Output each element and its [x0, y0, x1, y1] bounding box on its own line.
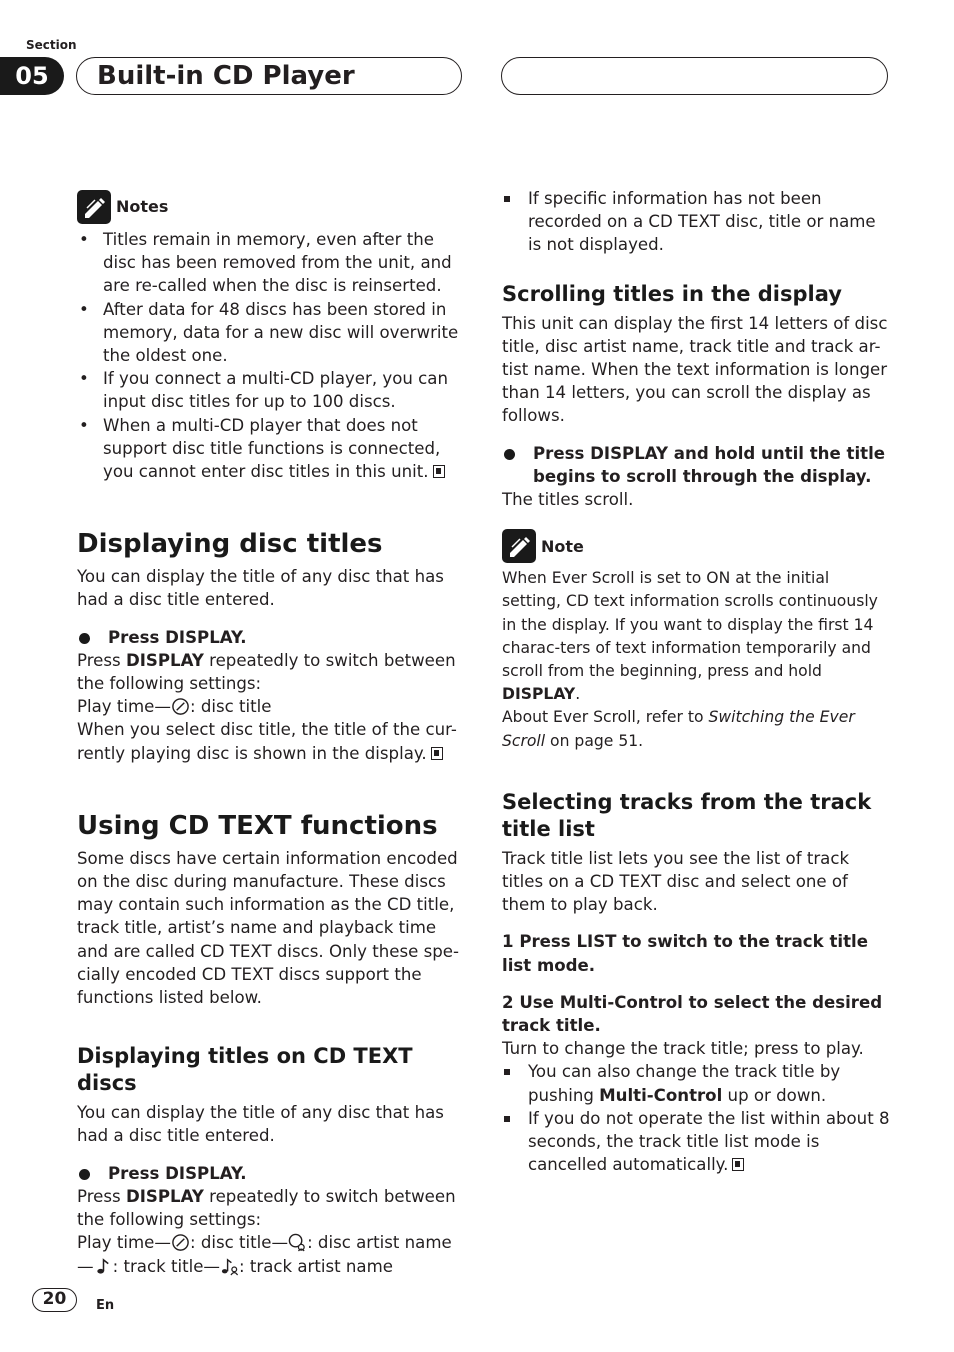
left-column: [77, 190, 465, 1278]
note-title: Note: [541, 536, 584, 556]
text: Play time—: [77, 697, 171, 717]
music-note-icon: [94, 1257, 113, 1276]
bold-text: DISPLAY: [125, 650, 204, 670]
paragraph: [77, 649, 465, 695]
list-item: • After data for 48 discs has been stored in memory, data for a new disc will overwrite the oldest one.: [77, 298, 465, 368]
text: repeatedly to switch between the following settings:: [77, 650, 456, 694]
bold-text: Multi-Control: [599, 1085, 723, 1105]
pencil-icon: [502, 529, 536, 563]
settings-line: [77, 695, 465, 718]
page-title: Built-in CD Player: [97, 61, 355, 91]
tip-bullet: [502, 1107, 890, 1177]
paragraph: Track title list lets you see the list of track titles on a CD TEXT disc and select one of them to play back.: [502, 848, 850, 915]
tip-bullet: [502, 1060, 890, 1106]
settings-line: [77, 1231, 465, 1277]
step: [77, 1162, 465, 1185]
text: : track artist name: [239, 1256, 393, 1276]
heading-using-cd-text: Using CD TEXT functions: [77, 810, 438, 841]
step: [77, 626, 465, 649]
heading-displaying-disc-titles: Displaying disc titles: [77, 529, 383, 560]
paragraph: The titles scroll.: [502, 490, 634, 510]
step-text: Press DISPLAY.: [108, 627, 247, 647]
notes-header: [77, 190, 465, 224]
bullet-dot-icon: [79, 1169, 90, 1180]
text: If you do not operate the list within about 8 seconds, the track title list mode is cancelled automatically.: [528, 1108, 890, 1175]
text: —: [77, 1256, 94, 1276]
bullet-dot-icon: [79, 633, 90, 644]
list-item: • Titles remain in memory, even after the disc has been removed from the unit, and are re-called when the disc is reinserted.: [77, 228, 465, 298]
text: Press: [77, 650, 126, 670]
text: : disc title: [189, 697, 272, 717]
language-label: En: [96, 1298, 115, 1313]
disc-icon: [171, 697, 190, 716]
step-text: Press DISPLAY and hold until the title begins to scroll through the display.: [533, 443, 886, 486]
note-reference: [502, 706, 890, 752]
end-mark-icon: [431, 747, 443, 760]
text: on page 51.: [545, 731, 644, 750]
disc-icon: [171, 1233, 190, 1252]
step-2: 2 Use Multi-Control to select the desired track title.: [502, 992, 883, 1036]
text: : disc title—: [189, 1233, 289, 1253]
text: When you select disc title, the title of the cur-rently playing disc is shown in the display.: [77, 720, 457, 763]
end-mark-icon: [732, 1158, 744, 1171]
text: : disc artist name: [307, 1233, 452, 1253]
disc-artist-icon: [288, 1233, 307, 1252]
notes-title: Notes: [116, 197, 169, 217]
text: repeatedly to switch between the following settings:: [77, 1186, 456, 1230]
paragraph: Some discs have certain information encoded on the disc during manufacture. These discs may contain such information as the CD title, track title, artist’s name and playback time and are called CD TEXT discs. Only these spe-cially encoded CD TEXT discs support the functions listed below.: [77, 848, 460, 1008]
text: Press: [77, 1186, 126, 1206]
text: up or down.: [722, 1085, 827, 1105]
list-item: [77, 414, 465, 484]
section-label: Section: [26, 38, 77, 52]
text: When Ever Scroll is set to ON at the initial setting, CD text information scrolls continuously in the display. If you want to display the first 14 charac-ters of text information temporarily and scroll from the beginning, press and hold: [502, 569, 878, 681]
bullet-dot-icon: [504, 449, 515, 460]
bold-text: DISPLAY: [125, 1186, 204, 1206]
track-artist-icon: [220, 1257, 239, 1276]
cross-reference-link: Switching the Ever Scroll: [502, 708, 855, 750]
heading-displaying-cd-text: Displaying titles on CD TEXT discs: [77, 1044, 413, 1096]
pencil-icon: [77, 190, 111, 224]
text: : track title—: [112, 1256, 220, 1276]
text: Play time—: [77, 1233, 171, 1253]
section-number: 05: [0, 57, 64, 95]
list-item: • If you connect a multi-CD player, you can input disc titles for up to 100 discs.: [77, 367, 465, 413]
paragraph: You can display the title of any disc that has had a disc title entered.: [77, 567, 444, 610]
step-1: 1 Press LIST to switch to the track title list mode.: [502, 932, 868, 975]
text: About Ever Scroll, refer to: [502, 708, 709, 727]
step-text: Press DISPLAY.: [108, 1163, 247, 1183]
text: .: [575, 685, 581, 704]
paragraph: [77, 718, 465, 764]
paragraph: [77, 1185, 465, 1231]
step: [502, 442, 890, 488]
notes-list: [77, 228, 465, 483]
info-bullet: If specific information has not been recorded on a CD TEXT disc, title or name is not displayed.: [502, 187, 890, 257]
paragraph: Turn to change the track title; press to play.: [502, 1039, 864, 1059]
list-item-text: When a multi-CD player that does not support disc title functions is connected, you cannot enter disc titles in this unit.: [103, 415, 441, 482]
note-header: [502, 529, 890, 563]
heading-scrolling-titles: Scrolling titles in the display: [502, 281, 842, 306]
right-column: [502, 187, 890, 1177]
note-body: [502, 567, 890, 706]
page-number: 20: [32, 1288, 77, 1312]
end-mark-icon: [433, 465, 445, 478]
text: You can also change the track title by pushing: [528, 1062, 841, 1105]
heading-selecting-tracks: Selecting tracks from the track title list: [502, 789, 872, 841]
header-blank-frame: [501, 57, 888, 95]
bold-text: DISPLAY: [502, 685, 576, 704]
paragraph: This unit can display the first 14 letters of disc title, disc artist name, track title and track ar-tist name. When the text information is longer than 14 letters, you can scroll the display as follows.: [502, 313, 888, 426]
paragraph: You can display the title of any disc that has had a disc title entered.: [77, 1103, 444, 1146]
